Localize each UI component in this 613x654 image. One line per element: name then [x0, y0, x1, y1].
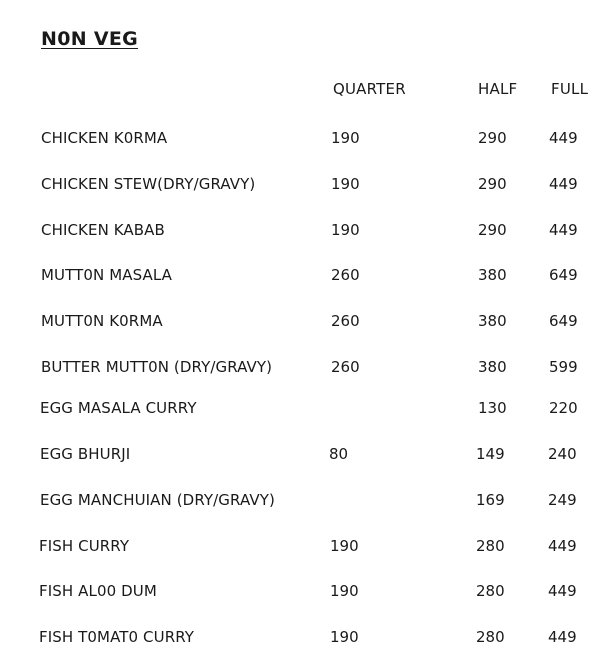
price-half: 280 [476, 582, 505, 600]
price-half: 280 [476, 628, 505, 646]
price-half: 280 [476, 537, 505, 555]
item-name: CHICKEN STEW(DRY/GRAVY) [41, 175, 256, 193]
item-name: CHICKEN KABAB [41, 221, 165, 239]
menu-item-row [0, 537, 613, 561]
menu-item-row [0, 399, 613, 423]
price-quarter: 80 [329, 445, 349, 463]
price-half: 290 [478, 129, 507, 147]
price-quarter: 260 [331, 312, 360, 330]
item-name: MUTT0N MASALA [41, 266, 173, 284]
price-half: 149 [476, 445, 505, 463]
price-full: 249 [548, 491, 577, 509]
menu-item-row [0, 129, 613, 153]
menu-item-row [0, 628, 613, 652]
price-full: 449 [548, 582, 577, 600]
price-full: 240 [548, 445, 577, 463]
item-name: FISH AL00 DUM [39, 582, 157, 600]
price-half: 380 [478, 358, 507, 376]
column-header-full: FULL [551, 80, 589, 98]
item-name: MUTT0N K0RMA [41, 312, 163, 330]
item-name: CHICKEN K0RMA [41, 129, 168, 147]
menu-item-row [0, 175, 613, 199]
item-name: EGG MASALA CURRY [40, 399, 197, 417]
price-full: 220 [549, 399, 578, 417]
price-half: 380 [478, 312, 507, 330]
price-quarter: 190 [331, 221, 360, 239]
price-half: 130 [478, 399, 507, 417]
price-quarter: 190 [331, 129, 360, 147]
price-quarter: 190 [330, 582, 359, 600]
price-half: 169 [476, 491, 505, 509]
menu-item-row [0, 491, 613, 515]
price-full: 449 [549, 129, 578, 147]
item-name: EGG BHURJI [40, 445, 131, 463]
column-header-quarter: QUARTER [333, 80, 406, 98]
column-header-half: HALF [478, 80, 518, 98]
price-full: 449 [549, 175, 578, 193]
price-full: 649 [549, 312, 578, 330]
price-full: 599 [549, 358, 578, 376]
price-quarter: 190 [331, 175, 360, 193]
menu-item-row [0, 445, 613, 469]
price-half: 290 [478, 175, 507, 193]
menu-item-row [0, 358, 613, 382]
price-half: 290 [478, 221, 507, 239]
item-name: EGG MANCHUIAN (DRY/GRAVY) [40, 491, 275, 509]
item-name: BUTTER MUTT0N (DRY/GRAVY) [41, 358, 273, 376]
item-name: FISH T0MAT0 CURRY [39, 628, 195, 646]
item-name: FISH CURRY [39, 537, 130, 555]
price-quarter: 260 [331, 266, 360, 284]
price-quarter: 190 [330, 537, 359, 555]
price-quarter: 260 [331, 358, 360, 376]
price-full: 649 [549, 266, 578, 284]
section-title: N0N VEG [41, 28, 139, 50]
price-half: 380 [478, 266, 507, 284]
price-quarter: 190 [330, 628, 359, 646]
menu-item-row [0, 221, 613, 245]
menu-item-row [0, 312, 613, 336]
price-full: 449 [549, 221, 578, 239]
price-full: 449 [548, 537, 577, 555]
menu-item-row [0, 582, 613, 606]
price-full: 449 [548, 628, 577, 646]
menu-item-row [0, 266, 613, 290]
